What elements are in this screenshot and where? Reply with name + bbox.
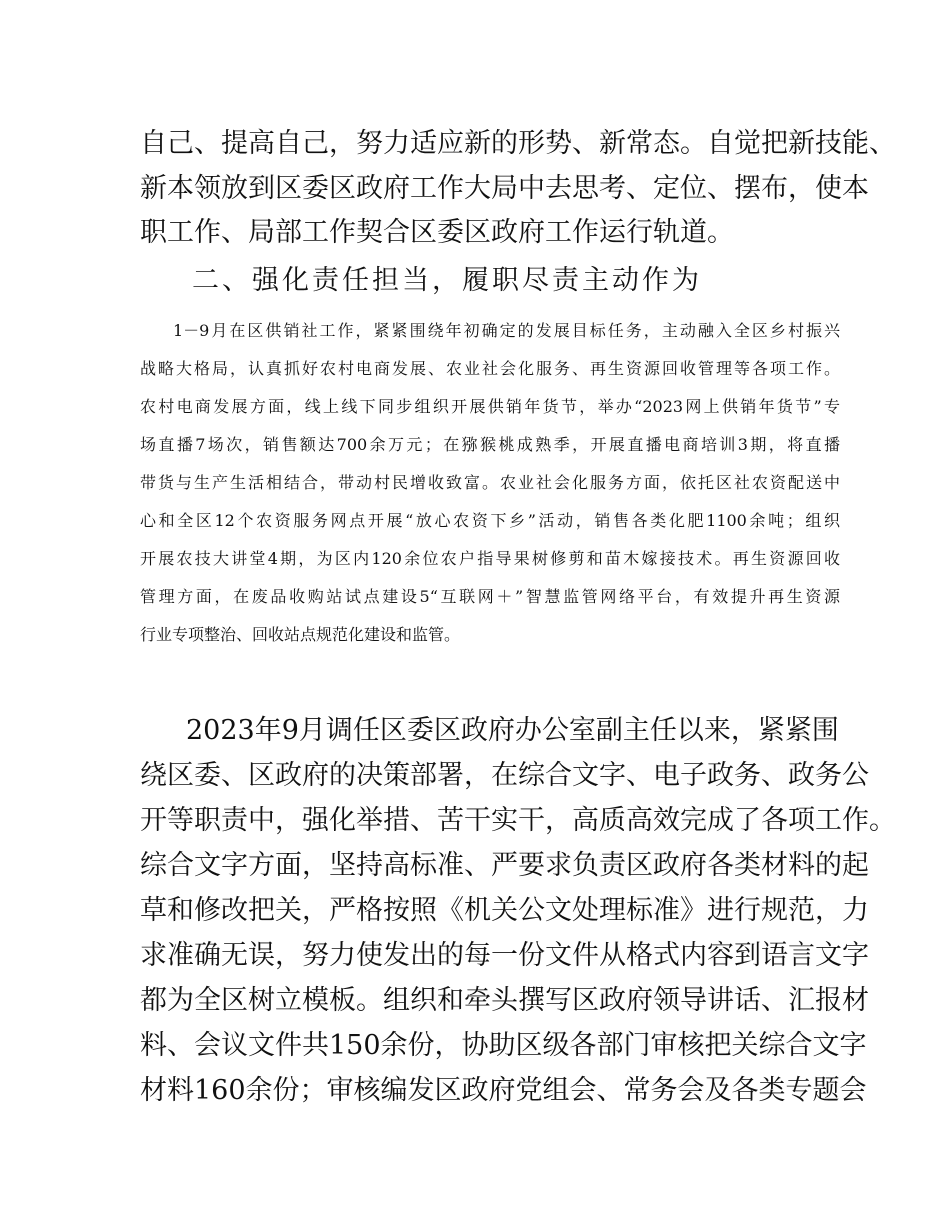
- text-line: 场直播7场次，销售额达700余万元；在猕猴桃成熟季，开展直播电商培训3期，将直播: [140, 435, 840, 454]
- text-line: 心和全区12个农资服务网点开展“放心农资下乡”活动，销售各类化肥1100余吨；组织: [140, 511, 840, 530]
- text-line: 都为全区树立模板。组织和牵头撰写区政府领导讲话、汇报材: [140, 985, 869, 1016]
- section-heading: 二、强化责任担当，履职尽责主动作为: [192, 265, 702, 296]
- text-line: 开展农技大讲堂4期，为区内120余位农户指导果树修剪和苗木嫁接技术。再生资源回收: [140, 549, 840, 568]
- text-line: 行业专项整治、回收站点规范化建设和监管。: [140, 625, 461, 644]
- text-line: 草和修改把关，严格按照《机关公文处理标准》进行规范，力: [140, 895, 869, 926]
- text-line: 开等职责中，强化举措、苦干实干，高质高效完成了各项工作。: [140, 805, 896, 836]
- text-line: 料、会议文件共150余份，协助区级各部门审核把关综合文字: [140, 1030, 867, 1061]
- text-line: 战略大格局，认真抓好农村电商发展、农业社会化服务、再生资源回收管理等各项工作。: [140, 359, 840, 378]
- text-line: 自己、提高自己，努力适应新的形势、新常态。自觉把新技能、: [140, 128, 896, 159]
- text-line: 带货与生产生活相结合，带动村民增收致富。农业社会化服务方面，依托区社农资配送中: [140, 473, 840, 492]
- text-line: 1－9月在区供销社工作，紧紧围绕年初确定的发展目标任务，主动融入全区乡村振兴: [173, 321, 840, 340]
- text-line: 新本领放到区委区政府工作大局中去思考、定位、摆布，使本: [140, 173, 869, 204]
- text-line: 农村电商发展方面，线上线下同步组织开展供销年货节，举办“2023网上供销年货节”专: [140, 397, 840, 416]
- text-line: 材料160余份；审核编发区政府党组会、常务会及各类专题会: [140, 1075, 867, 1106]
- text-line: 管理方面，在废品收购站试点建设5“互联网＋”智慧监管网络平台，有效提升再生资源: [140, 587, 840, 606]
- text-line: 求准确无误，努力使发出的每一份文件从格式内容到语言文字: [140, 940, 869, 971]
- text-line: 2023年9月调任区委区政府办公室副主任以来，紧紧围: [186, 715, 839, 746]
- text-line: 绕区委、区政府的决策部署，在综合文字、电子政务、政务公: [140, 760, 869, 791]
- text-line: 综合文字方面，坚持高标准、严要求负责区政府各类材料的起: [140, 850, 869, 881]
- text-line: 职工作、局部工作契合区委区政府工作运行轨道。: [140, 217, 734, 248]
